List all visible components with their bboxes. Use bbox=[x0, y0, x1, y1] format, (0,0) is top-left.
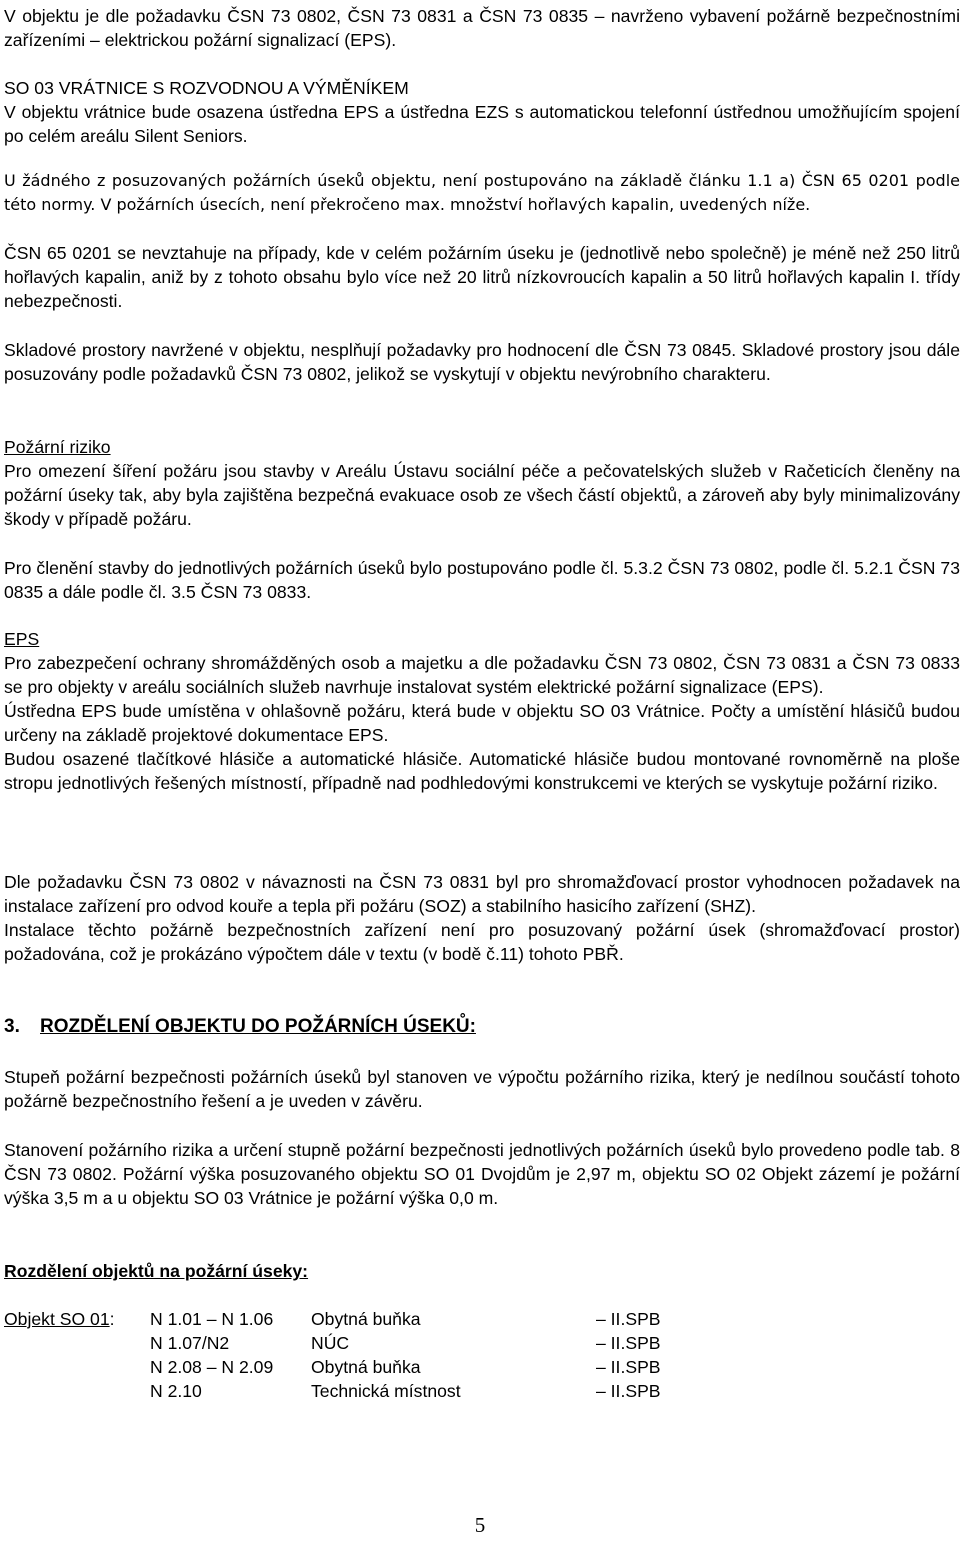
riziko-title: Požární riziko bbox=[4, 437, 111, 457]
so03-paragraph: V objektu vrátnice bude osazena ústředna EPS a ústředna EZS s automatickou telefonní ústřednou umožňujícím spojení po celém areálu Silent Seniors. bbox=[4, 102, 960, 146]
object-label-cell bbox=[4, 1307, 115, 1331]
eps-paragraph-3: Budou osazené tlačítkové hlásiče a automatické hlásiče. Automatické hlásiče budou montované rovnoměrně na ploše stropu jednotlivých řešených místností, případně nad podhledovými konstrukcemi ve kterých se vyskytuje požární riziko. bbox=[4, 749, 960, 793]
riziko-section bbox=[4, 435, 960, 531]
csn-paragraph: ČSN 65 0201 se nevztahuje na případy, kde v celém požárním úseku je (jednotlivě nebo společně) je méně než 250 litrů hořlavých kapalin, aniž by z tohoto obsahu bylo více než 20 litrů nízkovroucích kapalin a 50 litrů hořlavých kapalin I. třídy nebezpečnosti. bbox=[4, 243, 960, 311]
section-spb: – II.SPB bbox=[596, 1333, 661, 1353]
eps-section bbox=[4, 627, 960, 795]
soz-section bbox=[4, 870, 960, 966]
section-name: Obytná buňka bbox=[311, 1309, 421, 1329]
riziko-paragraph: Pro omezení šíření požáru jsou stavby v Areálu Ústavu sociální péče a pečovatelských služeb v Račeticích členěny na požární úseky tak, aby byla zajištěna bezpečná evakuace osob ze všech částí objektů, a zároveň aby byly minimalizovány škody v případě požáru. bbox=[4, 461, 960, 529]
intro-section bbox=[4, 4, 960, 52]
section-code: N 2.08 – N 2.09 bbox=[150, 1357, 274, 1377]
object-label-colon: : bbox=[109, 1309, 115, 1329]
section-code: N 1.01 – N 1.06 bbox=[150, 1309, 274, 1329]
table-row bbox=[4, 1355, 704, 1379]
section-3-title: ROZDĚLENÍ OBJEKTU DO POŽÁRNÍCH ÚSEKŮ: bbox=[40, 1016, 476, 1037]
section-3-heading bbox=[4, 1015, 960, 1039]
sklad-paragraph: Skladové prostory navržené v objektu, nesplňují požadavky pro hodnocení dle ČSN 73 0845. Skladové prostory jsou dále posuzovány podle požadavků ČSN 73 0802, jelikož se vyskytují v objektu nevýrobního charakteru. bbox=[4, 340, 960, 384]
table-row bbox=[4, 1307, 704, 1331]
rozdeleni-section bbox=[4, 1259, 960, 1283]
so03-section bbox=[4, 76, 960, 148]
csn-section bbox=[4, 241, 960, 313]
soz-paragraph-1: Dle požadavku ČSN 73 0802 v návaznosti na ČSN 73 0831 byl pro shromažďovací prostor vyhodnocen požadavek na instalace zařízení pro odvod kouře a tepla při požáru (SOZ) a stabilního hasicího zařízení (SHZ). bbox=[4, 872, 960, 916]
section-spb: – II.SPB bbox=[596, 1309, 661, 1329]
rozdeleni-title: Rozdělení objektů na požární úseky: bbox=[4, 1261, 309, 1281]
cleneni-section bbox=[4, 556, 960, 604]
section-3-number: 3. bbox=[4, 1016, 20, 1037]
page-number: 5 bbox=[474, 1513, 486, 1537]
table-row bbox=[4, 1331, 704, 1355]
section-name: Obytná buňka bbox=[311, 1357, 421, 1377]
section-spb: – II.SPB bbox=[596, 1381, 661, 1401]
object-label: Objekt SO 01 bbox=[4, 1309, 110, 1329]
sklad-section bbox=[4, 338, 960, 386]
eps-title: EPS bbox=[4, 629, 40, 649]
section-name: Technická místnost bbox=[311, 1381, 461, 1401]
table-row bbox=[4, 1379, 704, 1403]
stanoveni-section bbox=[4, 1138, 960, 1210]
soz-paragraph-2: Instalace těchto požárně bezpečnostních zařízení není pro posuzovaný požární úsek (shromažďovací prostor) požadována, což je prokázáno výpočtem dále v textu (v bodě č.11) tohoto PBŘ. bbox=[4, 920, 960, 964]
so03-title: SO 03 VRÁTNICE S ROZVODNOU A VÝMĚNÍKEM bbox=[4, 78, 409, 98]
section-name: NÚC bbox=[311, 1333, 350, 1353]
stanoveni-paragraph: Stanovení požárního rizika a určení stupně požární bezpečnosti jednotlivých požárních úseků bylo provedeno podle tab. 8 ČSN 73 0802. Požární výška posuzovaného objektu SO 01 Dvojdům je 2,97 m, objektu SO 02 Objekt zázemí je požární výška 3,5 m a u objektu SO 03 Vrátnice je požární výška 0,0 m. bbox=[4, 1140, 960, 1208]
stupen-section bbox=[4, 1065, 960, 1113]
section-code: N 1.07/N2 bbox=[150, 1333, 230, 1353]
cleneni-paragraph: Pro členění stavby do jednotlivých požárních úseků bylo postupováno podle čl. 5.3.2 ČSN 73 0802, podle čl. 5.2.1 ČSN 73 0835 a dále podle čl. 3.5 ČSN 73 0833. bbox=[4, 558, 960, 602]
eps-paragraph-1: Pro zabezpečení ochrany shromážděných osob a majetku a dle požadavku ČSN 73 0802, ČSN 73 0831 a ČSN 73 0833 se pro objekty v areálu sociálních služeb navrhuje instalovat systém elektrické požární signalizace (EPS). bbox=[4, 653, 960, 697]
usek-paragraph: U žádného z posuzovaných požárních úseků objektu, není postupováno na základě článku 1.1 a) ČSN 65 0201 podle této normy. V požárních úsecích, není překročeno max. množství hořlavých kapalin, uvedených níže. bbox=[4, 171, 960, 214]
fire-sections-table bbox=[4, 1307, 704, 1403]
intro-paragraph: V objektu je dle požadavku ČSN 73 0802, ČSN 73 0831 a ČSN 73 0835 – navrženo vybavení požárně bezpečnostními zařízeními – elektrickou požární signalizací (EPS). bbox=[4, 6, 960, 50]
usek-section bbox=[4, 169, 960, 217]
section-spb: – II.SPB bbox=[596, 1357, 661, 1377]
section-code: N 2.10 bbox=[150, 1381, 202, 1401]
stupen-paragraph: Stupeň požární bezpečnosti požárních úseků byl stanoven ve výpočtu požárního rizika, který je nedílnou součástí tohoto požárně bezpečnostního řešení a je uveden v závěru. bbox=[4, 1067, 960, 1111]
eps-paragraph-2: Ústředna EPS bude umístěna v ohlašovně požáru, která bude v objektu SO 03 Vrátnice. Počty a umístění hlásičů budou určeny na základě projektové dokumentace EPS. bbox=[4, 701, 960, 745]
